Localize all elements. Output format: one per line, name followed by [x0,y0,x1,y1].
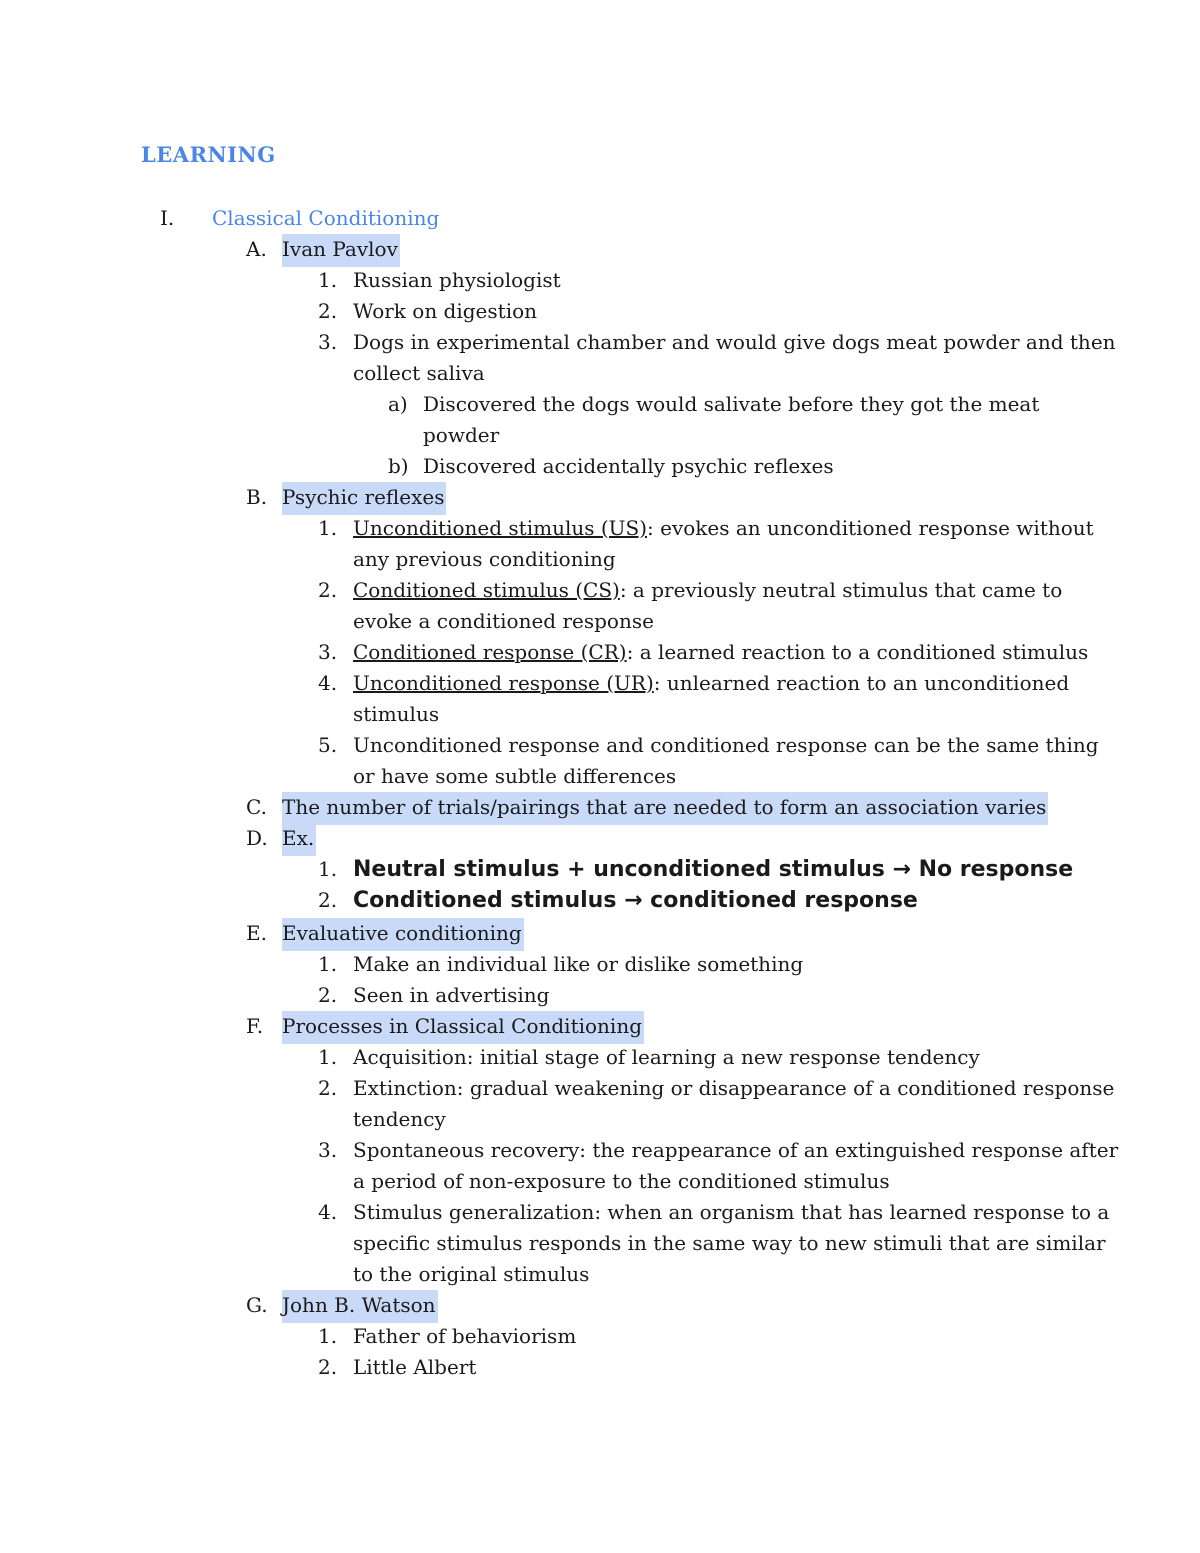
list-text-continued: specific stimulus responds in the same way to new stimuli that are similar [353,1231,1106,1255]
list-marker: 5. [318,733,338,757]
list-marker: 1. [318,1324,338,1348]
document-title: LEARNING [141,142,276,167]
definition: : a previously neutral stimulus that came to [619,578,1063,602]
subsection-heading: Psychic reflexes [282,482,446,515]
list-marker: 1. [318,857,338,881]
list-text: Acquisition: initial stage of learning a new response tendency [353,1045,980,1069]
section-heading: Classical Conditioning [212,206,440,230]
outline-marker: F. [246,1014,264,1038]
term: Unconditioned stimulus (US) [353,516,648,540]
list-marker: 2. [318,888,338,912]
list-marker: 2. [318,578,338,602]
list-text-continued: any previous conditioning [353,547,616,571]
example-text: Neutral stimulus + unconditioned stimulus → No response [353,857,1074,882]
subsection-heading: The number of trials/pairings that are needed to form an association varies [282,792,1048,825]
list-text: Father of behaviorism [353,1324,577,1348]
list-text: Discovered accidentally psychic reflexes [423,454,834,478]
outline-marker: A. [246,237,267,261]
outline-marker: B. [246,485,268,509]
list-text-continued: collect saliva [353,361,485,385]
outline-marker: D. [246,826,268,850]
subsection-heading: John B. Watson [282,1290,438,1323]
list-marker: 3. [318,1138,338,1162]
example-text: Conditioned stimulus → conditioned response [353,888,918,913]
list-text-continued: tendency [353,1107,446,1131]
list-text-continued: evoke a conditioned response [353,609,654,633]
list-text-continued: stimulus [353,702,440,726]
list-marker: b) [388,454,409,478]
list-text: Discovered the dogs would salivate before they got the meat [423,392,1040,416]
list-marker: 1. [318,268,338,292]
definition: : a learned reaction to a conditioned stimulus [626,640,1089,664]
list-text: Stimulus generalization: when an organism that has learned response to a [353,1200,1110,1224]
subsection-heading: Processes in Classical Conditioning [282,1011,644,1044]
list-marker: a) [388,392,408,416]
definition: : unlearned reaction to an unconditioned [653,671,1070,695]
list-marker: 1. [318,952,338,976]
list-marker: 3. [318,330,338,354]
list-marker: 3. [318,640,338,664]
outline-marker: E. [246,921,267,945]
outline-marker: C. [246,795,267,819]
list-text: Seen in advertising [353,983,550,1007]
list-text-continued: to the original stimulus [353,1262,590,1286]
list-text-continued: powder [423,423,500,447]
list-marker: 2. [318,1355,338,1379]
term: Conditioned stimulus (CS) [353,578,620,602]
list-marker: 4. [318,1200,338,1224]
term: Unconditioned response (UR) [353,671,654,695]
list-text: Unconditioned response and conditioned response can be the same thing [353,733,1099,757]
list-marker: 2. [318,1076,338,1100]
list-text: Spontaneous recovery: the reappearance of an extinguished response after [353,1138,1119,1162]
list-marker: 2. [318,299,338,323]
list-text: Russian physiologist [353,268,561,292]
subsection-heading: Ivan Pavlov [282,234,400,267]
definition: : evokes an unconditioned response without [647,516,1094,540]
list-text: Extinction: gradual weakening or disappearance of a conditioned response [353,1076,1115,1100]
list-text: Little Albert [353,1355,477,1379]
list-text: Make an individual like or dislike something [353,952,804,976]
subsection-heading: Ex. [282,823,316,856]
list-text-continued: a period of non-exposure to the conditioned stimulus [353,1169,890,1193]
list-marker: 1. [318,516,338,540]
outline-marker: I. [160,206,175,230]
list-text: Work on digestion [353,299,538,323]
outline-marker: G. [246,1293,268,1317]
list-marker: 2. [318,983,338,1007]
term: Conditioned response (CR) [353,640,627,664]
list-marker: 4. [318,671,338,695]
list-marker: 1. [318,1045,338,1069]
list-text-continued: or have some subtle differences [353,764,677,788]
subsection-heading: Evaluative conditioning [282,918,524,951]
list-text: Dogs in experimental chamber and would give dogs meat powder and then [353,330,1116,354]
